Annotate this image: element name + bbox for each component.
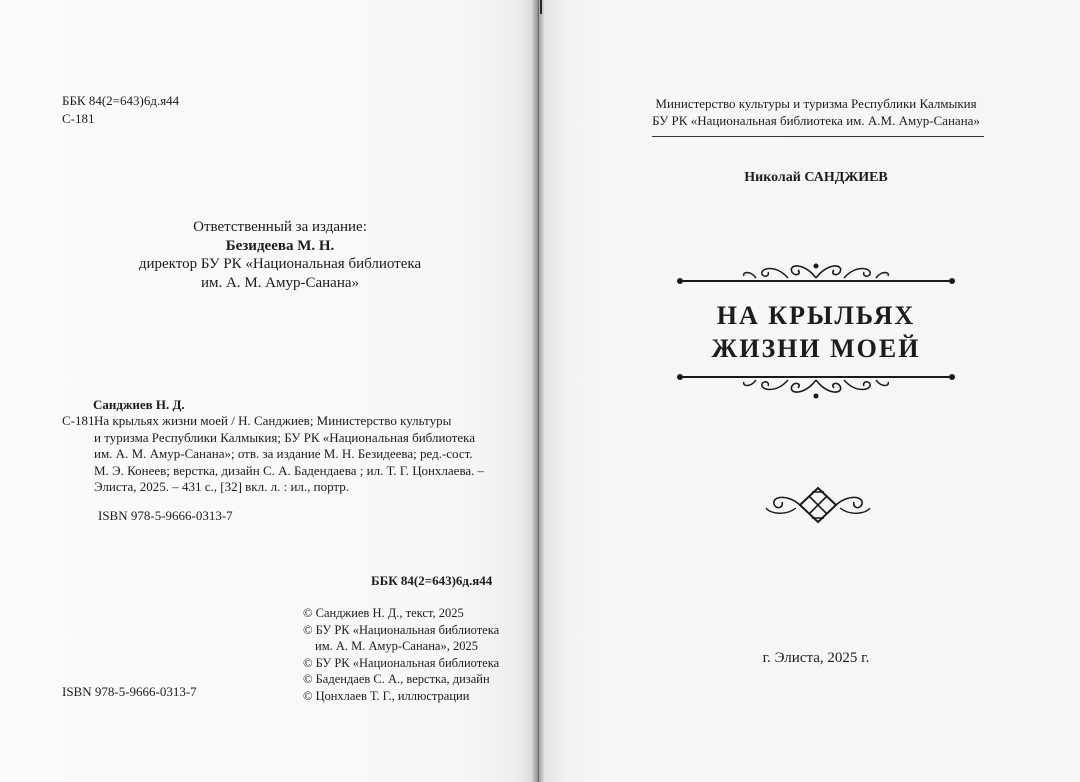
bbk-code-bottom: ББК 84(2=643)6д.я44 [371,573,493,588]
ministry-name: Министерство культуры и туризма Республики Калмыкия [655,96,977,111]
catalog-line-1: На крыльях жизни моей / Н. Санджиев; Министерство культуры [94,413,452,428]
isbn-catalog: ISBN 978-5-9666-0313-7 [98,508,233,523]
author-name [620,170,1012,186]
copyright-line: © Бадендаев С. А., верстка, дизайн [303,672,490,686]
catalog-line-4: М. Э. Конеев; верстка, дизайн С. А. Бадендаева ; ил. Т. Г. Цонхлаева. – [94,462,485,478]
library-name: БУ РК «Национальная библиотека им. А.М. Амур-Санана» [652,113,980,128]
bottom-ornament-icon [676,370,956,404]
catalog-record [62,413,510,496]
top-ornament-icon [676,258,956,288]
city-year: г. Элиста, 2025 г. [762,650,870,666]
book-title [620,299,1012,365]
author-last-name: САНДЖИЕВ [804,170,888,185]
catalog-line-2: и туризма Республики Калмыкия; БУ РК «Национальная библиотека [94,429,476,445]
book-gutter [532,0,544,782]
copyright-line: © Санджиев Н. Д., текст, 2025 [303,606,464,620]
title-line-2: ЖИЗНИ МОЕЙ [711,334,921,363]
isbn-bottom: ISBN 978-5-9666-0313-7 [62,684,197,699]
responsible-position-1: директор БУ РК «Национальная библиотека [138,256,422,272]
responsible-block [120,218,440,292]
catalog-code: С-181 [62,413,95,428]
catalog-line-3: им. А. М. Амур-Санана»; отв. за издание М. Н. Безидеева; ред.-сост. [94,446,473,461]
copyright-line: © БУ РК «Национальная библиотека [303,622,500,637]
author-mark: С-181 [62,111,95,126]
bbk-header [62,92,179,128]
title-line-1: НА КРЫЛЬЯХ [716,301,916,330]
responsible-position-2: им. А. М. Амур-Санана» [200,274,360,291]
header-rule [652,136,984,137]
responsible-name: Безидеева М. Н. [225,237,335,254]
endless-knot-ornament-icon [760,482,876,528]
copyright-list [303,605,499,704]
publisher-block [620,95,1012,129]
responsible-label: Ответственный за издание: [193,219,367,235]
bbk-code: ББК 84(2=643)6д.я44 [62,93,180,108]
copyright-line: © Цонхлаев Т. Г., иллюстрации [303,688,470,703]
author-first-name: Николай [744,170,801,185]
copyright-line: им. А. М. Амур-Санана», 2025 [315,639,478,653]
catalog-line-5: Элиста, 2025. – 431 с., [32] вкл. л. : ил., портр. [94,479,350,494]
gutter-mark [540,0,542,14]
catalog-author-heading: Санджиев Н. Д. [93,397,185,412]
copyright-line: © БУ РК «Национальная библиотека [303,655,500,670]
